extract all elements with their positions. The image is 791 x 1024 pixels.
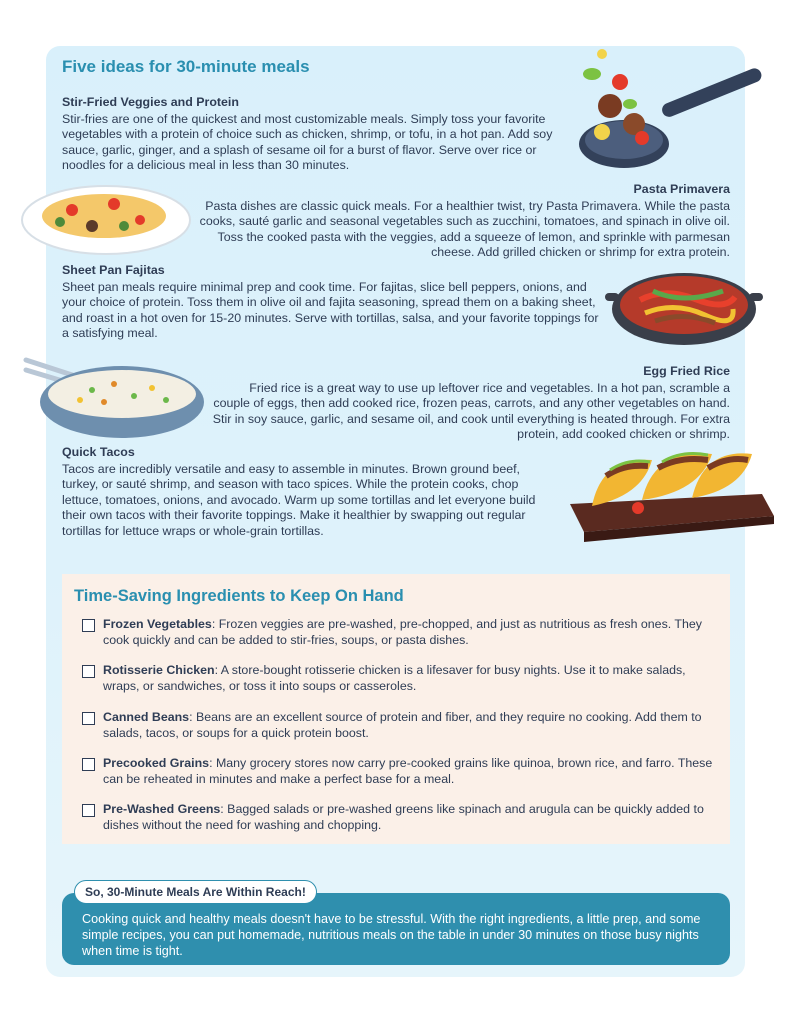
meal-stir-fry bbox=[62, 95, 572, 174]
checkbox[interactable] bbox=[82, 804, 95, 817]
meal-description: Pasta dishes are classic quick meals. For a healthier twist, try Pasta Primavera. While the pasta cooks, sauté garlic and seasonal vegetables such as zucchini, tomatoes, and spinach in olive oil. Toss the cooked pasta with the veggies, add a squeeze of lemon, and sprinkle with parmesan cheese. Add grilled chicken or shrimp for extra protein. bbox=[199, 198, 730, 260]
ingredient-item bbox=[82, 710, 722, 741]
ingredient-item bbox=[82, 663, 722, 694]
ingredient-name: Canned Beans bbox=[103, 710, 190, 724]
fried-rice-bowl-image bbox=[22, 350, 210, 442]
ingredient-item bbox=[82, 756, 722, 787]
ingredients-title: Time-Saving Ingredients to Keep On Hand bbox=[74, 587, 404, 605]
ingredient-description: : Frozen veggies are pre-washed, pre-chopped, and just as nutritious as fresh ones. They cook quickly and can be added to stir-fries, soups, or pasta dishes. bbox=[103, 617, 702, 647]
ingredient-name: Frozen Vegetables bbox=[103, 617, 212, 631]
ingredient-description: : Bagged salads or pre-washed greens like spinach and arugula can be quickly added to dishes without the need for washing and chopping. bbox=[103, 802, 704, 832]
meal-title: Quick Tacos bbox=[62, 445, 135, 459]
meal-sheet-pan-fajitas bbox=[62, 263, 602, 342]
stir-fry-pan-image bbox=[572, 44, 772, 179]
ingredient-item bbox=[82, 617, 722, 648]
ingredient-description: : Beans are an excellent source of protein and fiber, and they require no cooking. Add them to salads, tacos, or soups for a quick protein boost. bbox=[103, 710, 702, 740]
ingredients-box bbox=[62, 574, 730, 844]
meal-description: Tacos are incredibly versatile and easy to assemble in minutes. Brown ground beef, turkey, or sauté shrimp, and season with taco spices. While the protein cooks, chop lettuce, tomatoes, onions, and avocado. Warm up some tortillas and let everyone build their own tacos with their favorite toppings. Make it healthier by swapping out regular tortillas for lettuce wraps or whole-grain tortillas. bbox=[62, 461, 536, 538]
meal-description: Stir-fries are one of the quickest and most customizable meals. Simply toss your favorite vegetables with a protein of choice such as chicken, shrimp, or tofu, in a hot pan. Add soy sauce, garlic, ginger, and a splash of sesame oil for a burst of flavor. Serve over rice or noodles for a delicious meal in less than 30 minutes. bbox=[62, 111, 553, 173]
checkbox[interactable] bbox=[82, 665, 95, 678]
checkbox[interactable] bbox=[82, 712, 95, 725]
meal-description: Sheet pan meals require minimal prep and cook time. For fajitas, slice bell peppers, onions, and your choice of protein. Toss them in olive oil and fajita seasoning, spread them on a baking sheet, and roast in a hot oven for 15-20 minutes. Serve with tortillas, salsa, and your favorite toppings for a satisfying meal. bbox=[62, 279, 599, 341]
ingredient-name: Precooked Grains bbox=[103, 756, 210, 770]
meal-description: Fried rice is a great way to use up leftover rice and vegetables. In a hot pan, scramble a couple of eggs, then add cooked rice, frozen peas, carrots, and any other vegetables on hand. Stir in soy sauce, garlic, and sesame oil, and cook until everything is heated through. For extra protein, add cooked chicken or shrimp. bbox=[212, 380, 730, 442]
meal-title: Egg Fried Rice bbox=[643, 364, 730, 378]
ingredient-name: Pre-Washed Greens bbox=[103, 802, 221, 816]
checkbox[interactable] bbox=[82, 619, 95, 632]
ingredient-description: : A store-bought rotisserie chicken is a lifesaver for busy nights. Use it to make salads, wraps, or sandwiches, or toss it into soups or casseroles. bbox=[103, 663, 686, 693]
fajita-skillet-image bbox=[605, 265, 763, 349]
meal-title: Pasta Primavera bbox=[633, 182, 730, 196]
meal-title: Stir-Fried Veggies and Protein bbox=[62, 95, 239, 109]
meal-quick-tacos bbox=[62, 445, 558, 540]
checkbox[interactable] bbox=[82, 758, 95, 771]
ingredient-description: : Many grocery stores now carry pre-cooked grains like quinoa, brown rice, and farro. These can be reheated in minutes and make a perfect base for a meal. bbox=[103, 756, 713, 786]
ingredient-item bbox=[82, 802, 722, 833]
meal-title: Sheet Pan Fajitas bbox=[62, 263, 165, 277]
ingredient-name: Rotisserie Chicken bbox=[103, 663, 215, 677]
meal-pasta-primavera bbox=[192, 182, 730, 261]
summary-text: Cooking quick and healthy meals doesn't have to be stressful. With the right ingredients, a little prep, and some simple recipes, you can put homemade, nutritious meals on the table in under 30 minutes on those busy nights when time is tight. bbox=[82, 912, 701, 958]
tacos-board-image bbox=[562, 446, 776, 544]
pasta-plate-image bbox=[20, 180, 192, 256]
page-title: Five ideas for 30-minute meals bbox=[62, 57, 310, 76]
summary-label: So, 30-Minute Meals Are Within Reach! bbox=[74, 880, 317, 904]
meal-egg-fried-rice bbox=[210, 364, 730, 443]
